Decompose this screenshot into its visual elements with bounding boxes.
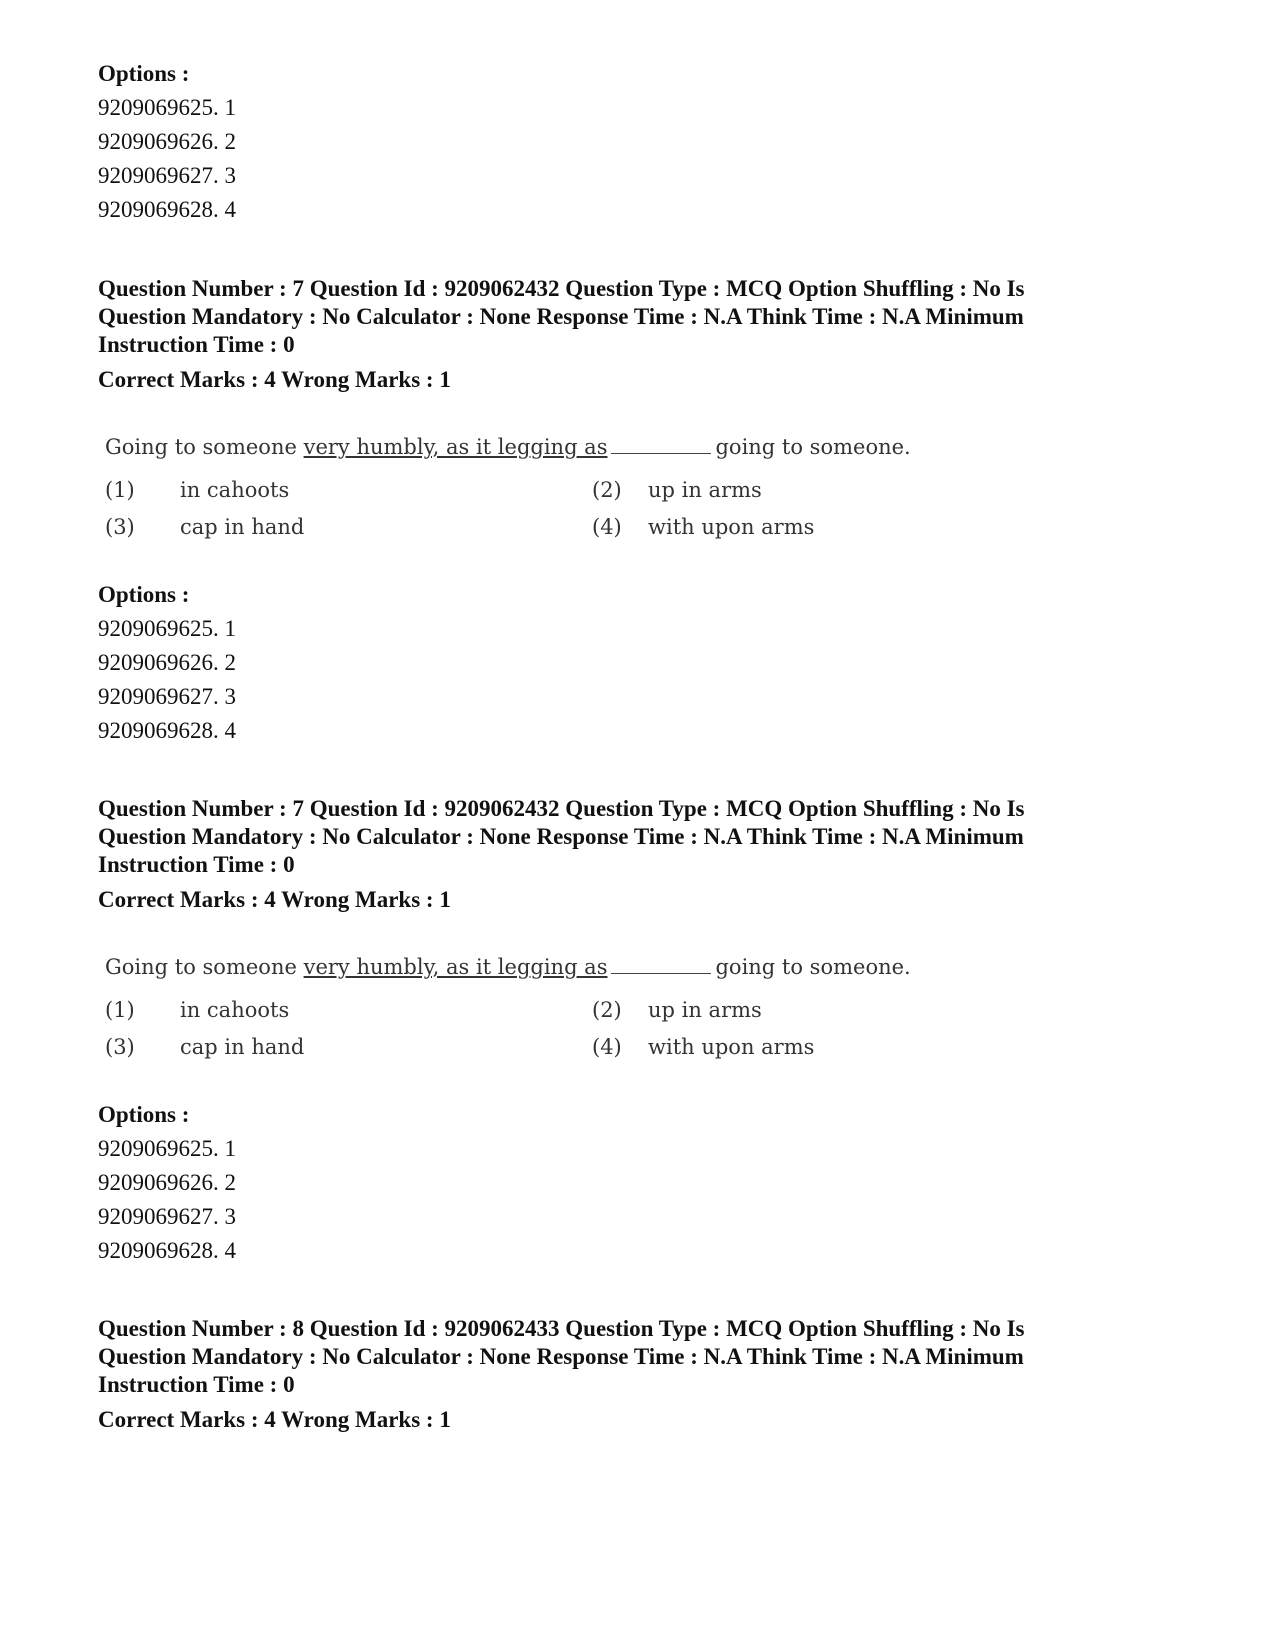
stem-underlined-text: very humbly, as it legging as <box>303 955 608 979</box>
option-line: 9209069626. 2 <box>98 650 236 675</box>
options-title: Options : <box>98 1102 190 1127</box>
question-marks: Correct Marks : 4 Wrong Marks : 1 <box>98 367 451 392</box>
choice-text: with upon arms <box>648 1035 815 1059</box>
choice-number: (2) <box>592 998 622 1022</box>
question-header: Question Number : 8 Question Id : 9209062433 Question Type : MCQ Option Shuffling : No Is Question Mandatory : No Calculator : None Response Time : N.A Think Time : N.A Minimum Instruction Time : 0 <box>98 1316 1025 1397</box>
stem-text: Going to someone <box>105 435 304 459</box>
choice-number: (4) <box>592 515 622 539</box>
question-header: Question Number : 7 Question Id : 9209062432 Question Type : MCQ Option Shuffling : No Is Question Mandatory : No Calculator : None Response Time : N.A Think Time : N.A Minimum Instruction Time : 0 <box>98 276 1025 357</box>
option-line: 9209069626. 2 <box>98 129 236 154</box>
choice-item <box>592 474 762 506</box>
stem-text: going to someone. <box>715 955 911 979</box>
choice-text: up in arms <box>648 478 762 502</box>
choice-item <box>105 474 289 506</box>
option-line: 9209069628. 4 <box>98 1238 236 1263</box>
choice-item <box>105 1031 304 1063</box>
choice-item <box>105 511 304 543</box>
choices-grid <box>105 474 965 554</box>
option-line: 9209069625. 1 <box>98 1136 236 1161</box>
stem-text: going to someone. <box>715 435 911 459</box>
option-line: 9209069628. 4 <box>98 197 236 222</box>
question-header-block <box>98 1315 1108 1437</box>
options-title: Options : <box>98 61 190 86</box>
choice-item <box>592 1031 814 1063</box>
options-title: Options : <box>98 582 190 607</box>
choices-grid <box>105 994 965 1074</box>
question-marks: Correct Marks : 4 Wrong Marks : 1 <box>98 1407 451 1432</box>
options-block-top <box>98 57 236 227</box>
choice-item <box>592 511 814 543</box>
question-header: Question Number : 7 Question Id : 9209062432 Question Type : MCQ Option Shuffling : No Is Question Mandatory : No Calculator : None Response Time : N.A Think Time : N.A Minimum Instruction Time : 0 <box>98 796 1025 877</box>
option-line: 9209069626. 2 <box>98 1170 236 1195</box>
option-line: 9209069627. 3 <box>98 684 236 709</box>
option-line: 9209069627. 3 <box>98 1204 236 1229</box>
option-line: 9209069625. 1 <box>98 616 236 641</box>
option-line: 9209069627. 3 <box>98 163 236 188</box>
choice-text: cap in hand <box>180 515 305 539</box>
choice-item <box>105 994 289 1026</box>
choice-number: (2) <box>592 478 622 502</box>
blank-line <box>611 433 711 454</box>
choice-item <box>592 994 762 1026</box>
option-line: 9209069628. 4 <box>98 718 236 743</box>
question-content <box>105 952 965 1074</box>
question-header-block <box>98 795 1108 917</box>
choice-text: up in arms <box>648 998 762 1022</box>
choice-number: (3) <box>105 1035 135 1059</box>
question-content <box>105 432 965 554</box>
stem-text: Going to someone <box>105 955 304 979</box>
choice-text: cap in hand <box>180 1035 305 1059</box>
blank-line <box>611 953 711 974</box>
stem-underlined-text: very humbly, as it legging as <box>303 435 608 459</box>
choice-number: (1) <box>105 478 135 502</box>
choice-text: in cahoots <box>180 478 290 502</box>
choice-text: with upon arms <box>648 515 815 539</box>
choice-number: (1) <box>105 998 135 1022</box>
question-marks: Correct Marks : 4 Wrong Marks : 1 <box>98 887 451 912</box>
option-line: 9209069625. 1 <box>98 95 236 120</box>
question-stem <box>105 432 965 462</box>
question-header-block <box>98 275 1108 397</box>
options-block <box>98 1098 236 1268</box>
question-stem <box>105 952 965 982</box>
choice-number: (4) <box>592 1035 622 1059</box>
choice-text: in cahoots <box>180 998 290 1022</box>
options-block <box>98 578 236 748</box>
choice-number: (3) <box>105 515 135 539</box>
